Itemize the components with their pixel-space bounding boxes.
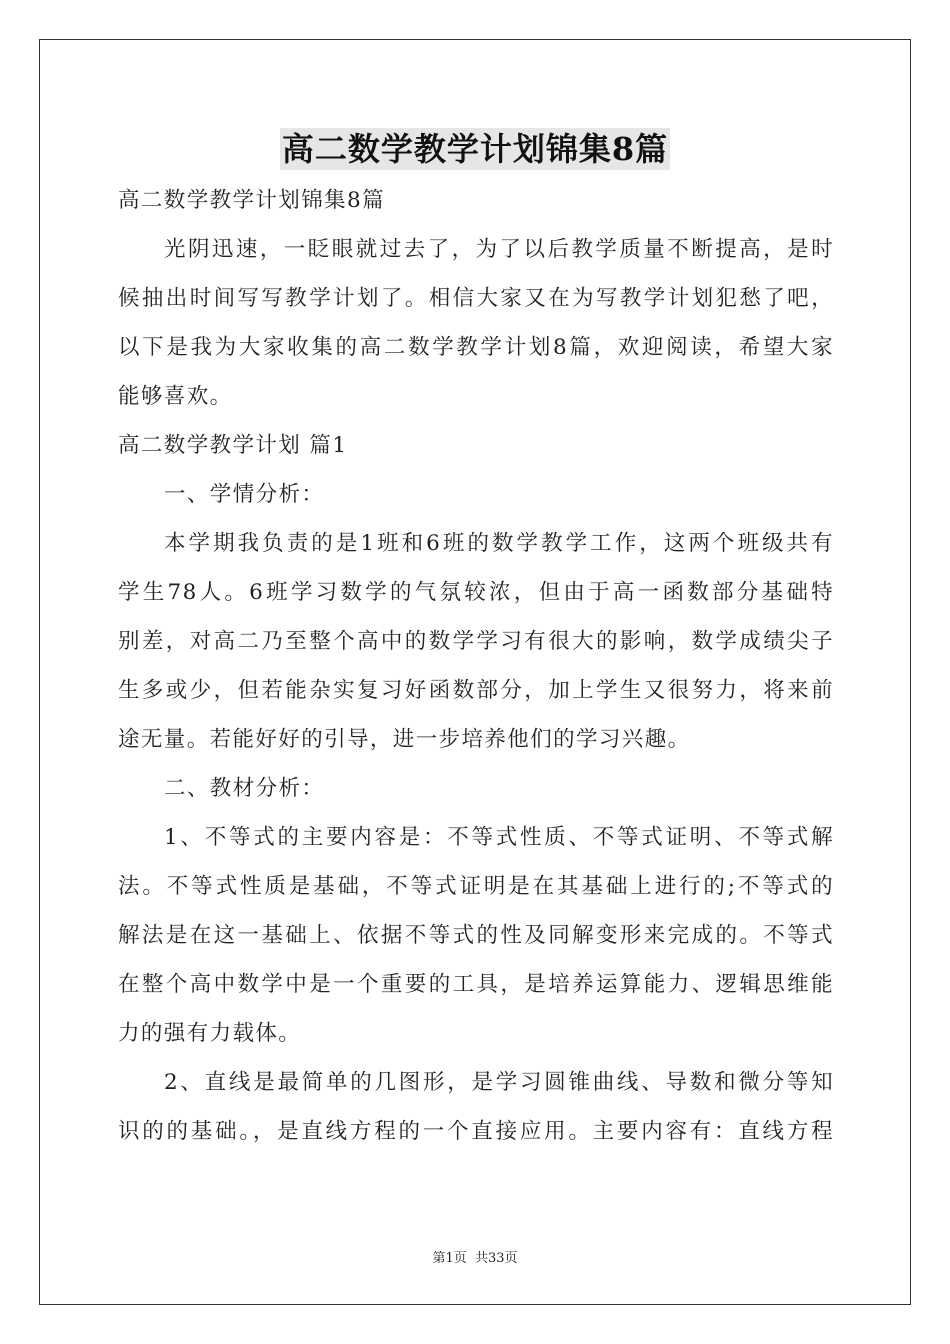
- text-line: 高二数学教学计划 篇1: [118, 433, 348, 458]
- page-total: 共33页: [474, 1251, 518, 1266]
- text-line: 解法是在这一基础上、依据不等式的性及同解变形来完成的。不等式: [118, 923, 834, 948]
- text-line: 高二数学教学计划锦集8篇: [118, 188, 385, 213]
- text-line: 能够喜欢。: [118, 384, 233, 409]
- text-line: 光阴迅速，一眨眼就过去了，为了以后教学质量不断提高，是时: [164, 237, 834, 262]
- text-line: 生多或少，但若能杂实复习好函数部分，加上学生又很努力，将来前: [118, 678, 834, 703]
- text-line: 识的的基础。，是直线方程的一个直接应用。主要内容有：直线方程: [118, 1119, 834, 1144]
- text-line: 本学期我负责的是1班和6班的数学教学工作，这两个班级共有: [164, 531, 834, 556]
- page-number: 第1页: [432, 1251, 467, 1266]
- document-body: [118, 176, 834, 1156]
- title-wrap: [0, 128, 950, 170]
- text-line: 力的强有力载体。: [118, 1021, 302, 1046]
- text-line: 二、教材分析：: [164, 776, 325, 801]
- text-line: 一、学情分析：: [164, 482, 325, 507]
- text-line: 法。不等式性质是基础，不等式证明是在其基础上进行的;不等式的: [118, 874, 834, 899]
- text-line: 1、不等式的主要内容是：不等式性质、不等式证明、不等式解: [164, 825, 834, 850]
- text-line: 在整个高中数学中是一个重要的工具，是培养运算能力、逻辑思维能: [118, 972, 834, 997]
- page-footer: [0, 1247, 950, 1266]
- text-line: 候抽出时间写写教学计划了。相信大家又在为写教学计划犯愁了吧，: [118, 286, 834, 311]
- text-line: 别差，对高二乃至整个高中的数学学习有很大的影响，数学成绩尖子: [118, 629, 834, 654]
- text-line: 学生78人。6班学习数学的气氛较浓，但由于高一函数部分基础特: [118, 580, 834, 605]
- text-line: 以下是我为大家收集的高二数学教学计划8篇，欢迎阅读，希望大家: [118, 335, 834, 360]
- text-line: 途无量。若能好好的引导，进一步培养他们的学习兴趣。: [118, 727, 691, 752]
- text-line: 2、直线是最简单的几图形，是学习圆锥曲线、导数和微分等知: [164, 1070, 834, 1095]
- document-title: 高二数学教学计划锦集8篇: [281, 130, 669, 168]
